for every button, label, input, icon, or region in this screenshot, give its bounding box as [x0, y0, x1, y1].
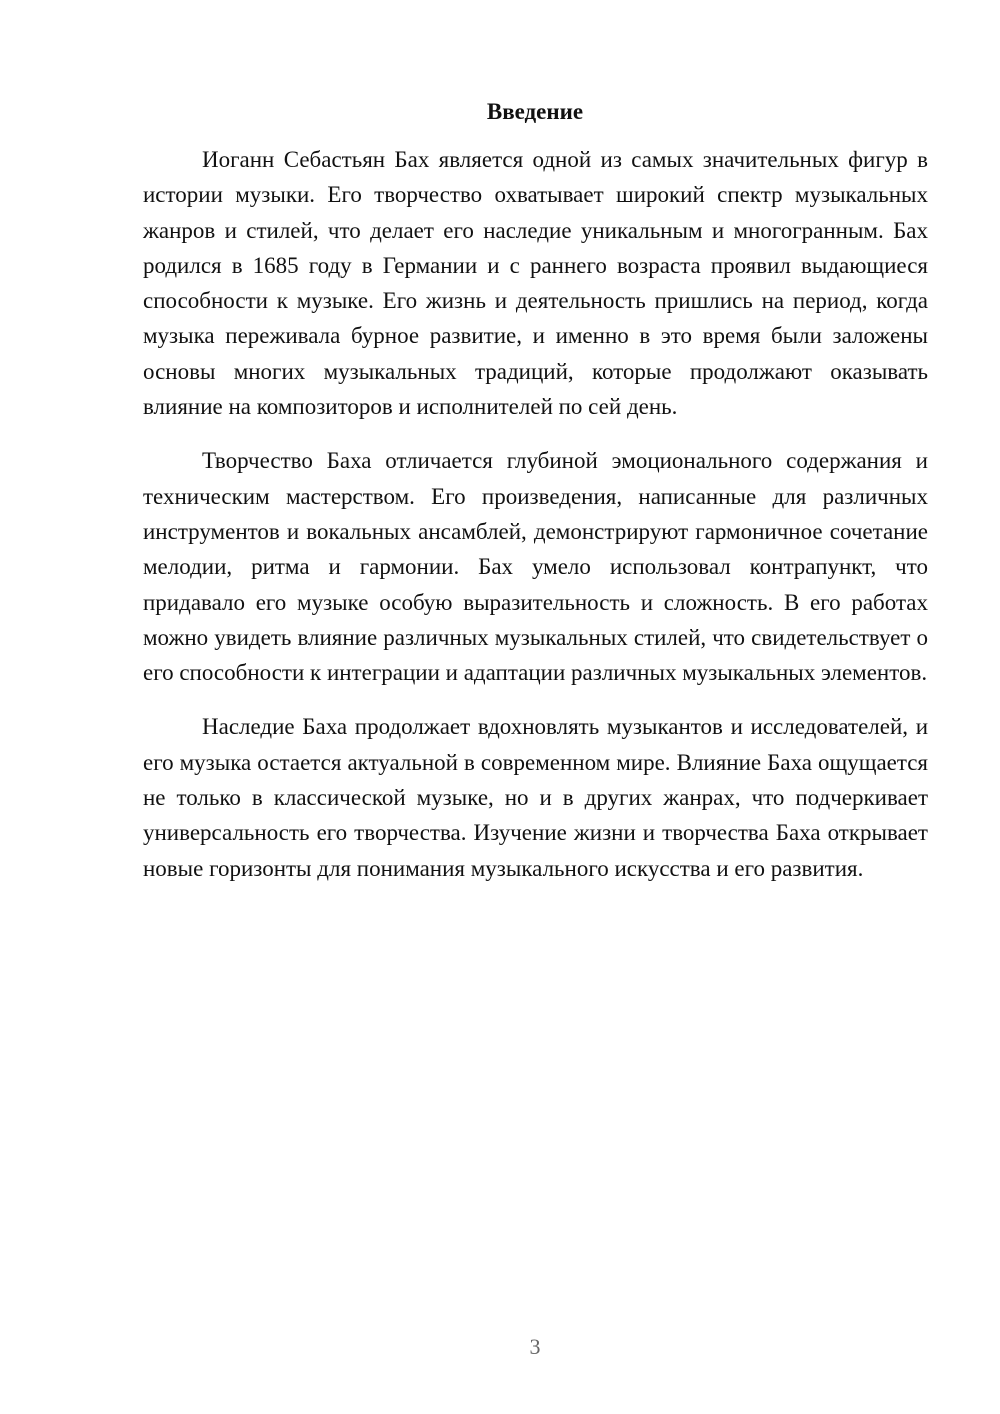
section-title: Введение	[486, 99, 584, 124]
body-text	[143, 142, 928, 905]
paragraph-1: Иоганн Себастьян Бах является одной из самых значительных фигур в истории музыки. Его творчество охватывает широкий спектр музыкальных жанров и стилей, что делает его наследие уникальным и многогранным. Бах родился в 1685 году в Германии и с раннего возраста проявил выдающиеся способности к музыке. Его жизнь и деятельность пришлись на период, когда музыка переживала бурное развитие, и именно в это время были заложены основы многих музыкальных традиций, которые продолжают оказывать влияние на композиторов и исполнителей по сей день.	[143, 147, 928, 420]
page-number: 3	[529, 1334, 541, 1359]
paragraph-3: Наследие Баха продолжает вдохновлять музыкантов и исследователей, и его музыка остается актуальной в современном мире. Влияние Баха ощущается не только в классической музыке, но и в других жанрах, что подчеркивает универсальность его творчества. Изучение жизни и творчества Баха открывает новые горизонты для понимания музыкального искусства и его развития.	[143, 714, 928, 881]
paragraph-2: Творчество Баха отличается глубиной эмоционального содержания и техническим мастерством. Его произведения, написанные для различных инструментов и вокальных ансамблей, демонстрируют гармоничное сочетание мелодии, ритма и гармонии. Бах умело использовал контрапункт, что придавало его музыке особую выразительность и сложность. В его работах можно увидеть влияние различных музыкальных стилей, что свидетельствует о его способности к интеграции и адаптации различных музыкальных элементов.	[143, 448, 928, 686]
